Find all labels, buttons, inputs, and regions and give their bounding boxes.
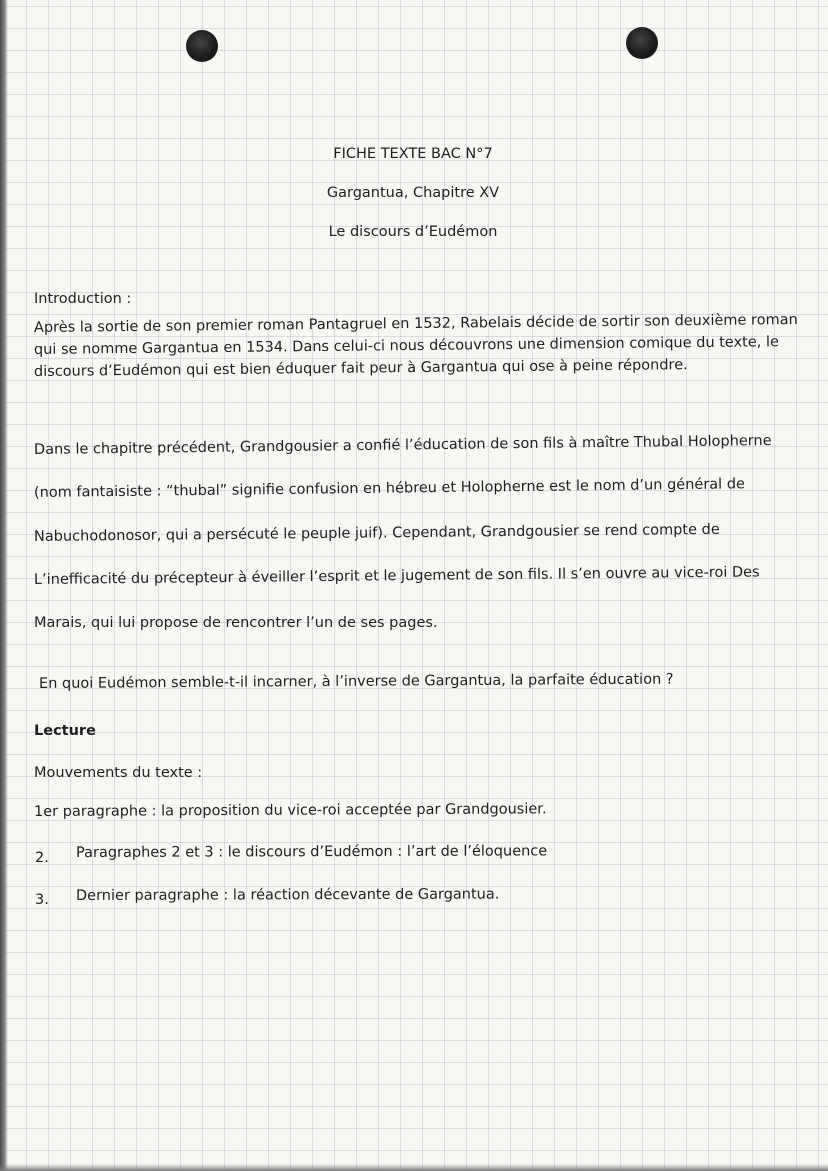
mouvements-heading: Mouvements du texte :	[34, 765, 203, 781]
introduction-line: discours d’Eudémon qui est bien éduquer fait peur à Gargantua qui ose à peine répondre.	[33, 357, 688, 380]
introduction-heading: Introduction :	[34, 291, 132, 307]
introduction-line: qui se nomme Gargantua en 1534. Dans celui-ci nous découvrons une dimension comique du texte, le	[33, 334, 779, 358]
context-line: L’inefficacité du précepteur à éveiller l’esprit et le jugement de son fils. Il s’en ouvre au vice-roi Des	[33, 564, 760, 588]
page-bottom-shadow	[0, 1164, 828, 1171]
movement-number: 2.	[35, 850, 49, 866]
movement-number: 3.	[35, 892, 49, 908]
lecture-heading: Lecture	[34, 723, 96, 739]
problematique-question: En quoi Eudémon semble-t-il incarner, à l’inverse de Gargantua, la parfaite éducation ?	[38, 671, 674, 692]
movement-item: 1er paragraphe : la proposition du vice-roi acceptée par Grandgousier.	[33, 801, 547, 820]
context-line: Marais, qui lui propose de rencontrer l’un de ses pages.	[34, 615, 438, 631]
context-line: Dans le chapitre précédent, Grandgousier a confié l’éducation de son fils à maître Thubal Holopherne	[33, 432, 772, 458]
movement-item: Paragraphes 2 et 3 : le discours d’Eudémon : l’art de l’éloquence	[75, 843, 548, 861]
document-chapter-title: Le discours d’Eudémon	[328, 224, 498, 240]
punch-hole-left	[186, 30, 218, 62]
document-title: FICHE TEXTE BAC N°7	[333, 146, 493, 162]
page-left-shadow	[0, 0, 8, 1171]
punch-hole-right	[626, 27, 658, 59]
context-line: (nom fantaisiste : “thubal” signifie confusion en hébreu et Holopherne est le nom d’un général de	[33, 476, 745, 501]
introduction-line: Après la sortie de son premier roman Pantagruel en 1532, Rabelais décide de sortir son deuxième roman	[33, 312, 798, 336]
movement-item: Dernier paragraphe : la réaction décevante de Gargantua.	[75, 886, 500, 904]
context-line: Nabuchodonosor, qui a persécuté le peuple juif). Cependant, Grandgousier se rend compte de	[33, 521, 720, 545]
document-subtitle: Gargantua, Chapitre XV	[326, 185, 500, 201]
